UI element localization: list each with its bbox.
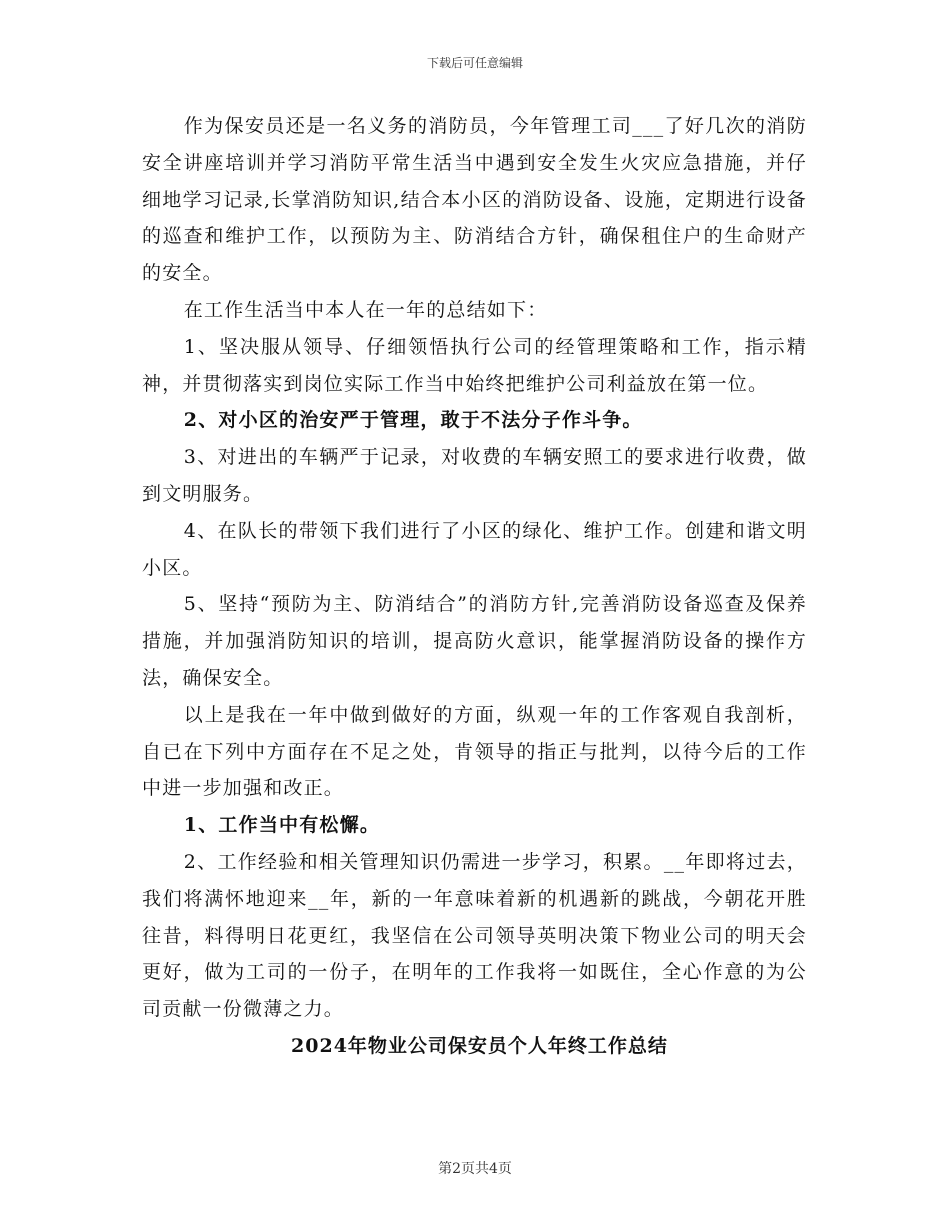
- page-number: 第2页共4页: [438, 1161, 512, 1177]
- paragraph-item-2: 2、对小区的治安严于管理，敢于不法分子作斗争。: [183, 409, 643, 432]
- document-title: 2024年物业公司保安员个人年终工作总结: [291, 1034, 668, 1057]
- paragraph-self-analysis: 以上是我在一年中做到做好的方面，纵观一年的工作客观自我剖析，自已在下列中方面存在不足之处，肯领导的指正与批判，以待今后的工作中进一步加强和改正。: [142, 703, 807, 800]
- document-body: [142, 108, 807, 1065]
- paragraph-item-5: 5、坚持“预防为主、防消结合”的消防方针,完善消防设备巡查及保养措施，并加强消防知识的培训，提高防火意识，能掌握消防设备的操作方法，确保安全。: [142, 593, 807, 689]
- paragraph-summary-intro: 在工作生活当中本人在一年的总结如下：: [183, 298, 548, 321]
- page-header: 下载后可任意编辑: [426, 56, 523, 70]
- paragraph-item-1: 1、坚决服从领导、仔细领悟执行公司的经管理策略和工作，指示精神，并贯彻落实到岗位实际工作当中始终把维护公司利益放在第一位。: [142, 335, 807, 395]
- paragraph-item-3: 3、对进出的车辆严于记录，对收费的车辆安照工的要求进行收费，做到文明服务。: [142, 446, 807, 505]
- paragraph-fire-safety: 作为保安员还是一名义务的消防员，今年管理工司___了好几次的消防安全讲座培训并学习消防平常生活当中遇到安全发生火灾应急措施，并仔细地学习记录,长掌消防知识,结合本小区的消防设备、设施，定期进行设备的巡查和维护工作，以预防为主、防消结合方针，确保租住户的生命财产的安全。: [142, 115, 807, 285]
- paragraph-shortcoming-1: 1、工作当中有松懈。: [183, 814, 381, 837]
- paragraph-shortcoming-2: 2、工作经验和相关管理知识仍需进一步学习，积累。__年即将过去，我们将满怀地迎来__年，新的一年意味着新的机遇新的跳战，今朝花开胜往昔，料得明日花更红，我坚信在公司领导英明决策下物业公司的明天会更好，做为工司的一份子，在明年的工作我将一如既住，全心作意的为公司贡献一份微薄之力。: [142, 850, 807, 1021]
- paragraph-item-4: 4、在队长的带领下我们进行了小区的绿化、维护工作。创建和谐文明小区。: [142, 519, 807, 579]
